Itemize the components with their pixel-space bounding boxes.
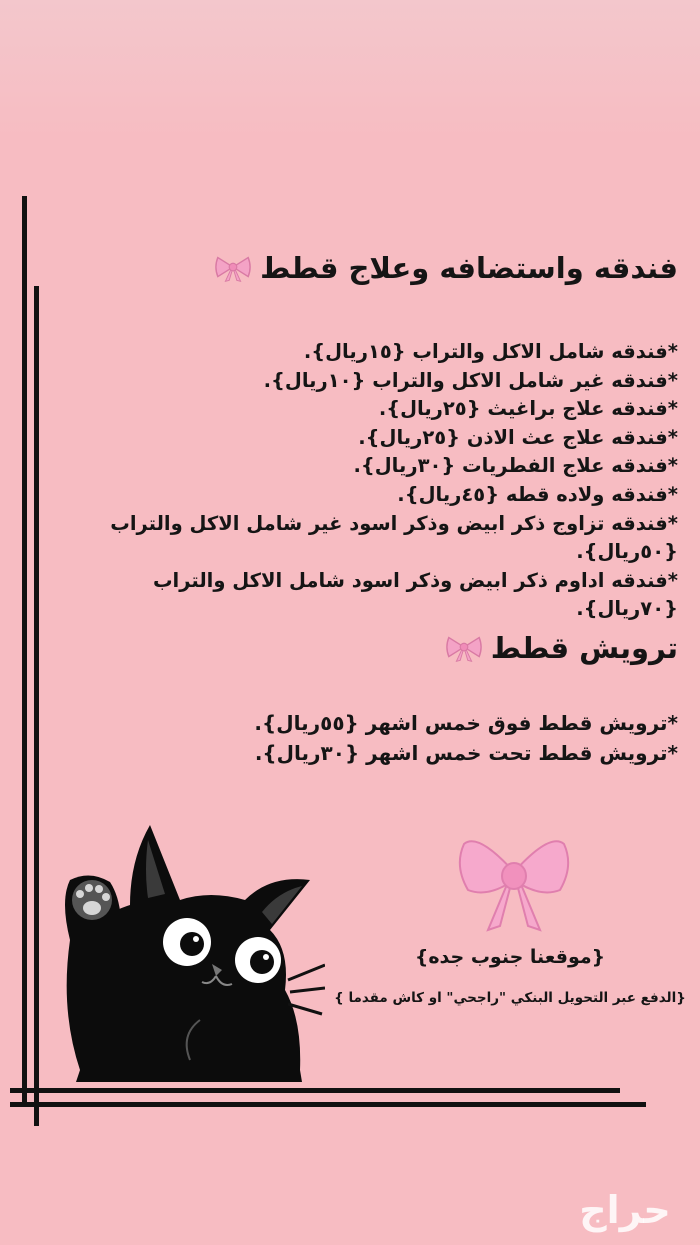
section-title-hotel: فندقه واستضافه وعلاج قطط [260, 251, 678, 285]
payment-text: {الدفع عبر التحويل البنكي "راجحي" او كاش مقدما } [334, 990, 686, 1006]
list-item: *ترويش قطط تحت خمس اشهر {٣٠ريال}. [254, 741, 678, 765]
list-item: *فندقه تزاوج ذكر ابيض وذكر اسود غير شامل الاكل والتراب [110, 511, 678, 535]
haraj-watermark: حراج [579, 1188, 671, 1232]
list-item: *فندقه علاج براغيث {٢٥ريال}. [378, 397, 678, 421]
section-heading-hotel [158, 248, 678, 288]
section-title-grooming: ترويش قطط [490, 631, 678, 665]
location-text: {موقعنا جنوب جده} [414, 946, 606, 968]
list-item: *فندقه علاج الفطريات {٣٠ريال}. [353, 454, 678, 478]
hotel-price-list [58, 338, 678, 624]
list-item: *فندقه ولاده قطه {٤٥ريال}. [397, 482, 678, 506]
frame-line-bottom-upper [10, 1088, 620, 1093]
list-item: *ترويش قطط فوق خمس اشهر {٥٥ريال}. [254, 711, 678, 735]
list-item: *فندقه علاج عث الاذن {٢٥ريال}. [358, 425, 678, 449]
list-item: *فندقه اداوم ذكر ابيض وذكر اسود شامل الاكل والتراب {٧٠ريال}. [152, 568, 678, 621]
frame-line-left-inner [34, 286, 39, 1126]
top-fade [0, 0, 700, 140]
list-item: *فندقه غير شامل الاكل والتراب {١٠ريال}. [263, 368, 678, 392]
section-heading-grooming [158, 628, 678, 668]
list-item: *فندقه شامل الاكل والتراب {١٥ريال}. [303, 340, 678, 363]
ribbon-bow-icon [458, 832, 570, 934]
ribbon-bow-icon [445, 633, 483, 663]
frame-line-bottom-lower [10, 1102, 646, 1107]
frame-line-left-outer [22, 196, 27, 1106]
ribbon-bow-icon [214, 253, 252, 283]
grooming-price-list [58, 708, 678, 768]
list-item: {٥٠ريال}. [576, 540, 678, 564]
black-cat-illustration [40, 820, 325, 1085]
